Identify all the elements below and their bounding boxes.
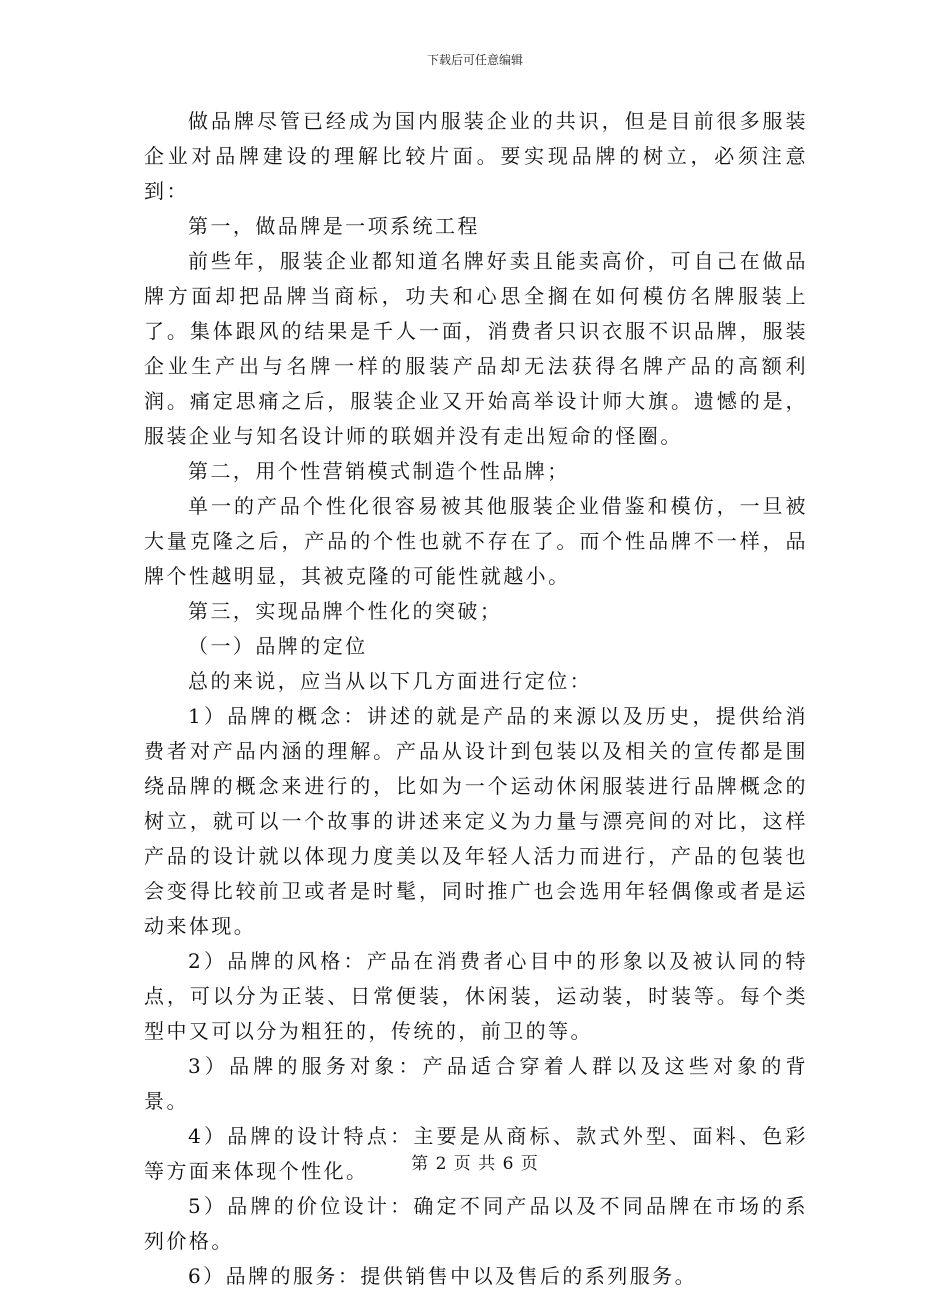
paragraph-item-4: 4）品牌的设计特点：主要是从商标、款式外型、面料、色彩等方面来体现个性化。 [144,1124,808,1183]
paragraph-item-6: 6）品牌的服务：提供销售中以及售后的系列服务。 [188,1264,698,1288]
paragraph-heading-2: 第二，用个性营销模式制造个性品牌； [188,459,570,483]
paragraph-item-1: 1）品牌的概念：讲述的就是产品的来源以及历史，提供给消费者对产品内涵的理解。产品从设计到包装以及相关的宣传都是围绕品牌的概念来进行的，比如为一个运动休闲服装进行品牌概念的树立，就可以一个故事的讲述来定义为力量与漂亮间的对比，这样产品的设计就以体现力度美以及年轻人活力而进行，产品的包装也会变得比较前卫或者是时髦，同时推广也会选用年轻偶像或者是运动来体现。 [144,704,808,938]
paragraph-subheading-positioning: （一）品牌的定位 [188,634,368,658]
paragraph-body-2: 单一的产品个性化很容易被其他服装企业借鉴和模仿，一旦被大量克隆之后，产品的个性也就不存在了。而个性品牌不一样，品牌个性越明显，其被克隆的可能性就越小。 [144,494,808,588]
paragraph-item-3: 3）品牌的服务对象：产品适合穿着人群以及这些对象的背景。 [144,1054,808,1113]
paragraph-body-1: 前些年，服装企业都知道名牌好卖且能卖高价，可自己在做品牌方面却把品牌当商标，功夫和心思全搁在如何模仿名牌服装上了。集体跟风的结果是千人一面，消费者只识衣服不识品牌，服装企业生产出与名牌一样的服装产品却无法获得名牌产品的高额利润。痛定思痛之后，服装企业又开始高举设计师大旗。遗憾的是，服装企业与知名设计师的联姻并没有走出短命的怪圈。 [144,249,808,448]
page-header: 下载后可任意编辑 [426,53,523,67]
page-footer: 第 2 页 共 6 页 [411,1154,539,1174]
paragraph-item-2: 2）品牌的风格：产品在消费者心目中的形象以及被认同的特点，可以分为正装、日常便装，休闲装，运动装，时装等。每个类型中又可以分为粗狂的，传统的，前卫的等。 [144,949,808,1043]
paragraph-intro: 做品牌尽管已经成为国内服装企业的共识，但是目前很多服装企业对品牌建设的理解比较片面。要实现品牌的树立，必须注意到： [144,109,808,203]
paragraph-item-5: 5）品牌的价位设计：确定不同产品以及不同品牌在市场的系列价格。 [144,1194,808,1253]
paragraph-heading-3: 第三，实现品牌个性化的突破； [188,599,503,623]
document-body [144,104,808,1294]
paragraph-heading-1: 第一，做品牌是一项系统工程 [188,214,480,238]
paragraph-positioning-intro: 总的来说，应当从以下几方面进行定位： [188,669,593,693]
